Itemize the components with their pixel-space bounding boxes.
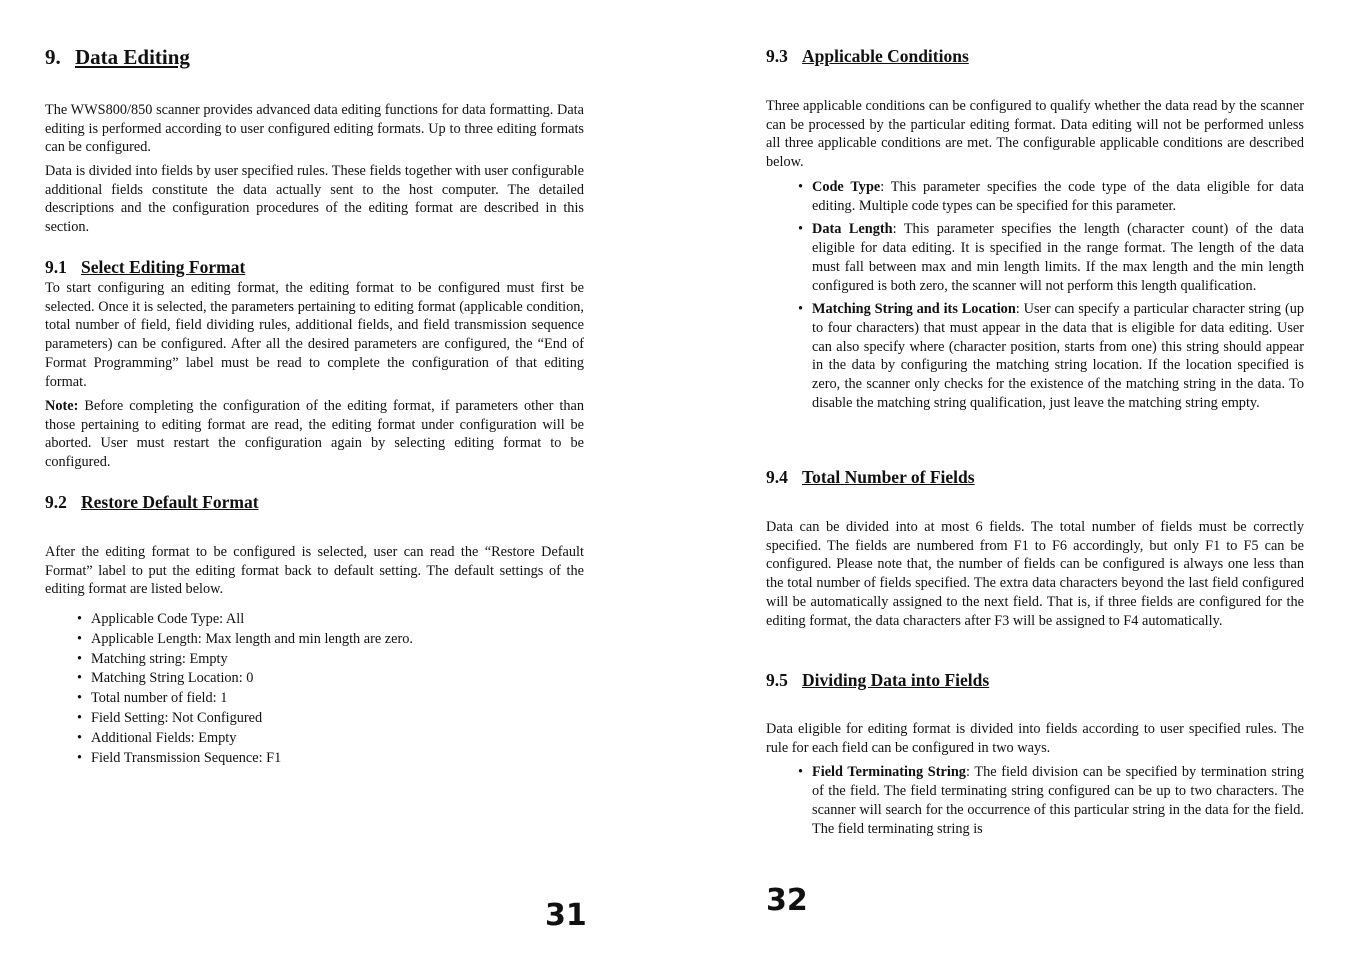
section-title: Data Editing	[75, 45, 190, 69]
default-settings-list	[75, 610, 555, 768]
list-item: • Matching string: Empty	[75, 650, 555, 670]
section-heading-9-2: 9.2 Restore Default Format	[45, 492, 259, 512]
page-number: 31	[545, 898, 587, 933]
list-item: • Matching String and its Location: User can specify a particular character string (up to four characters) that must appear in the data that is eligible for data editing. User can also specify where (character position, starts from one) this string should appear in the data by configuring the matching string location. If the location specified is zero, the scanner only checks for the existence of the matching string in the data. To disable the matching string qualification, just leave the matching string empty.	[796, 300, 1304, 412]
applicable-conditions-list	[796, 178, 1304, 412]
restore-default-paragraph: After the editing format to be configured is selected, user can read the “Restore Default Format” label to put the editing format back to default setting. The default settings of the editing format are listed below.	[45, 544, 584, 598]
section-heading-9-5: 9.5 Dividing Data into Fields	[766, 670, 990, 690]
dividing-rules-list	[796, 763, 1304, 839]
dividing-fields-paragraph: Data eligible for editing format is divided into fields according to user specified rules. The rule for each field can be configured in two ways.	[766, 721, 1304, 756]
applicable-conditions-paragraph: Three applicable conditions can be configured to qualify whether the data read by the scanner can be processed by the particular editing format. Data editing will not be performed unless all three applicable conditions are met. The configurable applicable conditions are described below.	[766, 98, 1304, 171]
select-format-paragraph: To start configuring an editing format, the editing format to be configured must first be selected. Once it is selected, the parameters pertaining to editing format (applicable condition, total number of field, field dividing rules, additional fields, and field transmission sequence parameters) can be configured. After all the desired parameters are configured, the “End of Format Programming” label must be read to complete the configuration of that editing format.	[45, 280, 584, 390]
list-item: • Field Transmission Sequence: F1	[75, 749, 555, 769]
list-item: • Total number of field: 1	[75, 689, 555, 709]
intro-paragraph-2: Data is divided into fields by user specified rules. These fields together with user configurable additional fields constitute the data actually sent to the host computer. The detailed descriptions and the configuration procedures of the editing format are described in this section.	[45, 163, 584, 236]
total-fields-paragraph: Data can be divided into at most 6 fields. The total number of fields must be correctly specified. The fields are numbered from F1 to F6 accordingly, but only F1 to F5 can be configured. Please note that, the number of fields can be configured is always one less than the total number of fields specified. The extra data characters beyond the last field configured will be automatically assigned to the next field. That is, if three fields are configured for the editing format, the data characters after F3 will be assigned to F4 automatically.	[766, 519, 1304, 629]
list-item: • Field Terminating String: The field division can be specified by termination string of the field. The field terminating string configured can be up to two characters. The scanner will search for the occurrence of this particular string in the data for the field. The field terminating string is	[796, 763, 1304, 839]
intro-paragraph-1: The WWS800/850 scanner provides advanced data editing functions for data formatting. Data editing is performed according to user configured editing formats. Up to three editing formats can be configured.	[45, 102, 584, 156]
list-item: • Code Type: This parameter specifies the code type of the data eligible for data editing. Multiple code types can be specified for this parameter.	[796, 178, 1304, 215]
note-paragraph	[45, 397, 584, 472]
list-item: • Data Length: This parameter specifies the length (character count) of the data eligible for data editing. It is specified in the range format. The length of the data must fall between max and min length limits. If the max length and the min length configured is both zero, the scanner will not perform this length qualification.	[796, 220, 1304, 295]
section-heading-9-4: 9.4 Total Number of Fields	[766, 467, 975, 487]
section-heading-9: 9. Data Editing	[45, 45, 190, 69]
list-item: • Additional Fields: Empty	[75, 729, 555, 749]
note-text: Before completing the configuration of the editing format, if parameters other than those pertaining to editing format are read, the editing format under configuration will be aborted. User must restart the configuration again by selecting editing format to be configured.	[45, 398, 584, 471]
list-item: • Applicable Length: Max length and min length are zero.	[75, 630, 555, 650]
list-item: • Applicable Code Type: All	[75, 610, 555, 630]
note-label: Note:	[45, 398, 79, 414]
section-heading-9-3: 9.3 Applicable Conditions	[766, 46, 969, 66]
section-heading-9-1: 9.1 Select Editing Format	[45, 257, 246, 277]
list-item: • Field Setting: Not Configured	[75, 709, 555, 729]
list-item: • Matching String Location: 0	[75, 669, 555, 689]
page-number: 32	[766, 883, 808, 918]
